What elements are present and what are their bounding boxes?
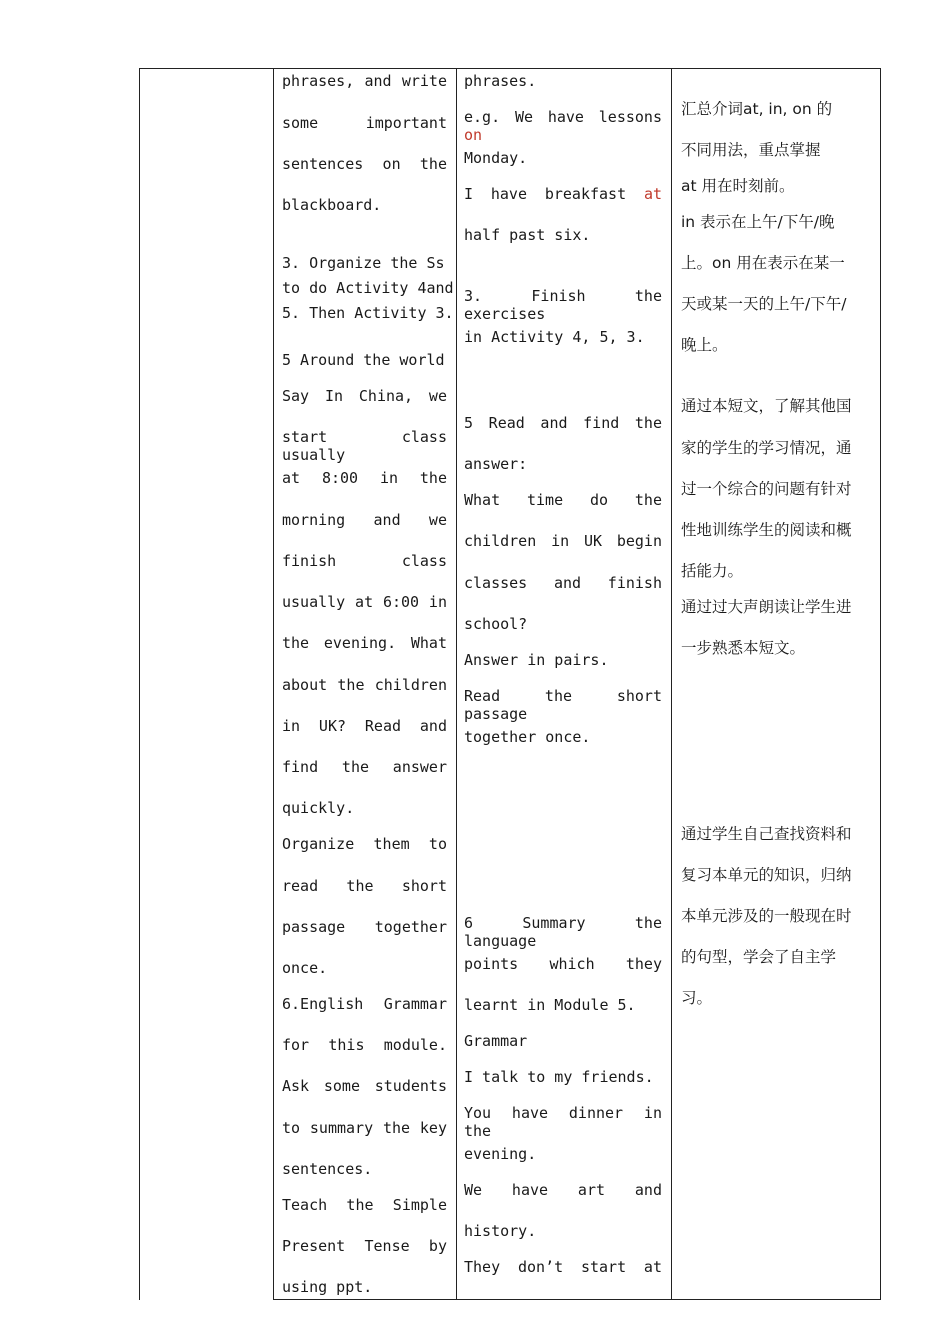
teacher-text-line: about the children: [282, 676, 447, 694]
student-text-line: 5 Read and find the: [464, 414, 662, 432]
purpose-text-line: 复习本单元的知识，归纳: [681, 866, 852, 884]
teacher-text-line: for this module.: [282, 1036, 447, 1054]
purpose-text-line: 家的学生的学习情况，通: [681, 439, 852, 457]
teacher-text-line: passage together: [282, 918, 447, 936]
purpose-text-line: 不同用法，重点掌握: [681, 141, 821, 159]
student-text-line: in Activity 4, 5, 3.: [464, 328, 645, 346]
teacher-text-line: phrases, and write: [282, 72, 447, 90]
purpose-text-line: 性地训练学生的阅读和概: [681, 521, 852, 539]
table-border-bottom: [273, 1299, 881, 1300]
purpose-text-line: 汇总介词at, in, on 的: [681, 100, 833, 118]
teacher-text-line: the evening. What: [282, 634, 447, 652]
purpose-text-line: 通过学生自己查找资料和: [681, 825, 852, 843]
student-text-line: history.: [464, 1222, 537, 1240]
highlighted-preposition: at: [643, 185, 662, 203]
teacher-text-line: start class usually: [282, 428, 447, 464]
text-segment: I have breakfast: [464, 185, 644, 203]
teacher-text-line: at 8:00 in the: [282, 469, 447, 487]
student-text-line: We have art and: [464, 1181, 662, 1199]
student-text-line: Read the short passage: [464, 687, 662, 723]
teacher-text-line: once.: [282, 959, 328, 977]
purpose-text-line: in 表示在上午/下午/晚: [681, 213, 835, 231]
teacher-text-line: 5 Around the world: [282, 351, 445, 369]
teacher-text-line: in UK? Read and: [282, 717, 447, 735]
purpose-text-line: 晚上。: [681, 336, 728, 354]
purpose-text-line: 通过本短文，了解其他国: [681, 397, 852, 415]
teacher-text-line: 5. Then Activity 3.: [282, 304, 454, 322]
teacher-text-line: Say In China, we: [282, 387, 447, 405]
teacher-text-line: morning and we: [282, 511, 447, 529]
student-text-line: points which they: [464, 955, 662, 973]
student-text-line: evening.: [464, 1145, 537, 1163]
teacher-text-line: Teach the Simple: [282, 1196, 447, 1214]
teacher-text-line: sentences.: [282, 1160, 373, 1178]
purpose-text-line: 习。: [681, 989, 713, 1007]
table-divider-3: [671, 68, 672, 1300]
teacher-text-line: usually at 6:00 in: [282, 593, 447, 611]
student-text-line: What time do the: [464, 491, 662, 509]
student-text-line: phrases.: [464, 72, 537, 90]
teacher-text-line: using ppt.: [282, 1278, 373, 1296]
teacher-text-line: Ask some students: [282, 1077, 447, 1095]
purpose-text-line: 本单元涉及的一般现在时: [681, 907, 852, 925]
purpose-text-line: 过一个综合的问题有针对: [681, 480, 852, 498]
purpose-text-line: 的句型，学会了自主学: [681, 948, 837, 966]
student-text-line: Monday.: [464, 149, 528, 167]
student-text-line: together once.: [464, 728, 591, 746]
purpose-text-line: 括能力。: [681, 562, 744, 580]
teacher-text-line: sentences on the: [282, 155, 447, 173]
student-text-line: 3. Finish the exercises: [464, 287, 662, 323]
teacher-text-line: read the short: [282, 877, 447, 895]
purpose-text-line: 一步熟悉本短文。: [681, 639, 806, 657]
teacher-text-line: Organize them to: [282, 835, 447, 853]
student-text-line: 6 Summary the language: [464, 914, 662, 950]
purpose-text-line: 通过过大声朗读让学生进: [681, 598, 852, 616]
student-text-line: They don’t start at: [464, 1258, 662, 1276]
purpose-text-line: 上。on 用在表示在某一: [681, 254, 845, 272]
student-text-line: half past six.: [464, 226, 591, 244]
student-text-line: You have dinner in the: [464, 1104, 662, 1140]
purpose-text-line: 天或某一天的上午/下午/: [681, 295, 847, 313]
teacher-text-line: to do Activity 4and: [282, 279, 454, 297]
student-text-line: I talk to my friends.: [464, 1068, 654, 1086]
teacher-text-line: Present Tense by: [282, 1237, 447, 1255]
student-text-line: learnt in Module 5.: [464, 996, 636, 1014]
student-text-line: [464, 108, 662, 144]
student-text-line: classes and finish: [464, 574, 662, 592]
student-text-line: Grammar: [464, 1032, 528, 1050]
teacher-text-line: find the answer: [282, 758, 447, 776]
student-text-line: school?: [464, 615, 528, 633]
teacher-text-line: blackboard.: [282, 196, 382, 214]
teacher-text-line: 3. Organize the Ss: [282, 254, 445, 272]
table-cell-empty: [140, 69, 273, 1299]
student-text-line: answer:: [464, 455, 528, 473]
table-divider-2: [456, 68, 457, 1300]
table-border-right: [880, 68, 881, 1300]
student-text-line: Answer in pairs.: [464, 651, 609, 669]
teacher-text-line: finish class: [282, 552, 447, 570]
table-divider-1: [273, 68, 274, 1300]
teacher-text-line: some important: [282, 114, 447, 132]
highlighted-preposition: on: [464, 126, 483, 144]
teacher-text-line: 6.English Grammar: [282, 995, 447, 1013]
purpose-text-line: at 用在时刻前。: [681, 177, 795, 195]
student-text-line: children in UK begin: [464, 532, 662, 550]
teacher-text-line: to summary the key: [282, 1119, 447, 1137]
student-text-line: [464, 185, 662, 203]
text-segment: e.g. We have lessons: [464, 108, 662, 126]
teacher-text-line: quickly.: [282, 799, 355, 817]
